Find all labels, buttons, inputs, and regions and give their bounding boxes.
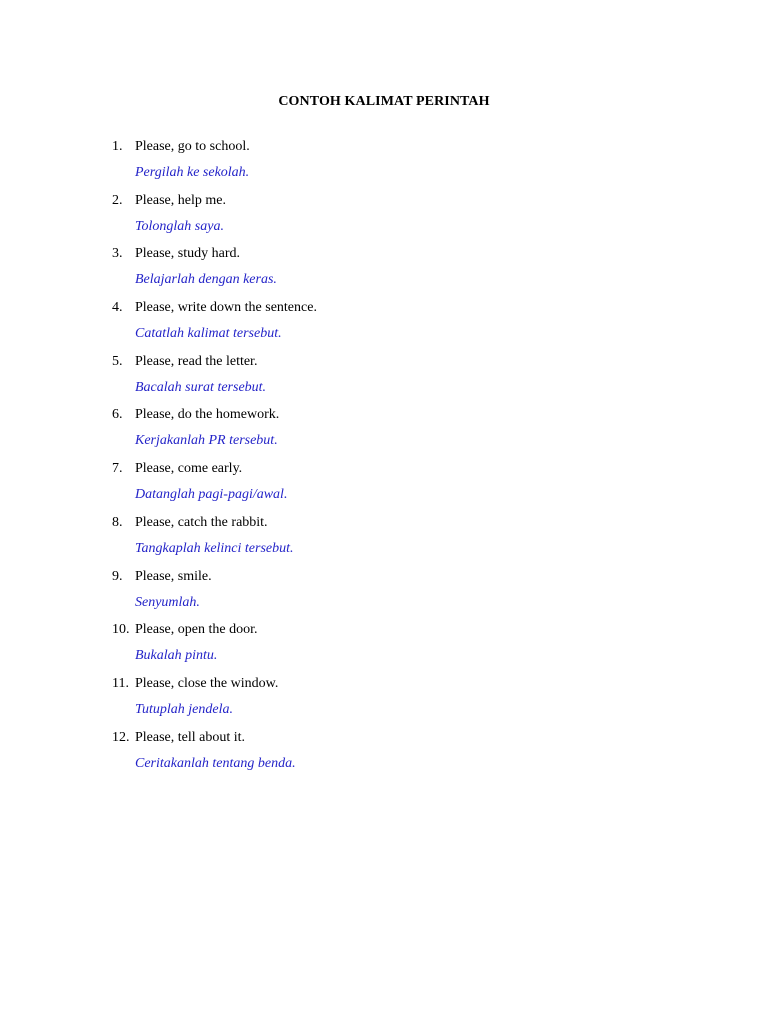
english-sentence: Please, open the door. [135,622,258,638]
item-number: 5. [112,353,123,369]
list-item [112,674,732,728]
list-item [112,620,732,674]
english-sentence: Please, do the homework. [135,407,280,423]
english-sentence: Please, study hard. [135,246,240,262]
indonesian-translation: Tangkaplah kelinci tersebut. [135,540,294,556]
english-sentence: Please, go to school. [135,139,250,154]
indonesian-translation: Bacalah surat tersebut. [135,379,267,395]
item-number: 1. [112,139,123,154]
item-number: 3. [112,246,123,262]
english-sentence: Please, close the window. [135,675,279,691]
list-item [112,405,732,459]
item-number: 4. [112,300,123,316]
item-number: 9. [112,568,123,584]
page-title: CONTOH KALIMAT PERINTAH [278,94,490,109]
english-sentence: Please, write down the sentence. [135,300,317,316]
list-item [112,567,732,621]
list-item [112,513,732,567]
list-item [112,459,732,513]
sentence-list [112,137,732,781]
indonesian-translation: Datanglah pagi-pagi/awal. [135,487,288,503]
indonesian-translation: Ceritakanlah tentang benda. [135,755,296,771]
english-sentence: Please, help me. [135,192,226,208]
english-sentence: Please, read the letter. [135,353,258,369]
indonesian-translation: Belajarlah dengan keras. [135,272,277,288]
indonesian-translation: Pergilah ke sekolah. [135,165,250,180]
item-number: 11. [112,675,129,691]
list-item [112,728,732,782]
indonesian-translation: Catatlah kalimat tersebut. [135,326,282,342]
english-sentence: Please, catch the rabbit. [135,514,268,530]
indonesian-translation: Tolonglah saya. [135,218,224,234]
indonesian-translation: Bukalah pintu. [135,648,218,664]
list-item [112,137,732,191]
item-number: 10. [112,622,130,638]
item-number: 6. [112,407,123,423]
list-item [112,244,732,298]
list-item [112,298,732,352]
indonesian-translation: Tutuplah jendela. [135,701,233,717]
english-sentence: Please, smile. [135,568,212,584]
english-sentence: Please, come early. [135,461,243,477]
indonesian-translation: Senyumlah. [135,594,200,610]
item-number: 8. [112,514,123,530]
indonesian-translation: Kerjakanlah PR tersebut. [135,433,278,449]
list-item [112,352,732,406]
item-number: 12. [112,729,130,745]
item-number: 2. [112,192,123,208]
list-item [112,191,732,245]
item-number: 7. [112,461,123,477]
english-sentence: Please, tell about it. [135,729,246,745]
